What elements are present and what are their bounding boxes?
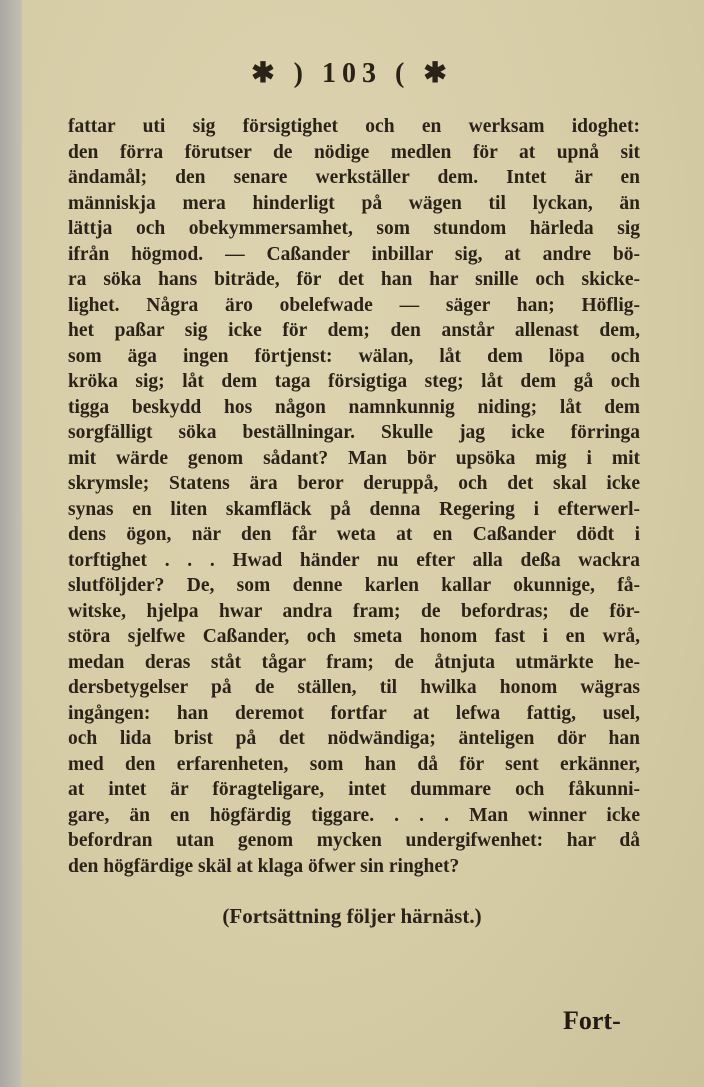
catchword: Fort- (563, 1006, 621, 1035)
text-line: som äga ingen förtjenst: wälan, låt dem löpa och (68, 345, 640, 367)
text-line: kröka sig; låt dem taga försigtiga steg; låt dem gå och (68, 371, 640, 392)
text-line: med den erfarenheten, som han då för sent erkänner, (68, 753, 640, 775)
text-line: befordran utan genom mycken undergifwenhet: har då (68, 830, 640, 851)
text-line: den förra förutser de nödige medlen för at upnå sit (68, 141, 640, 163)
page-header: ✱ ) 103 ( ✱ (251, 58, 453, 89)
text-line: synas en liten skamfläck på denna Regering i efterwerl- (68, 498, 640, 520)
text-line: människja mera hinderligt på wägen til lyckan, än (68, 192, 640, 214)
text-line: störa sjelfwe Caßander, och smeta honom fast i en wrå, (68, 626, 640, 647)
text-line: medan deras ståt tågar fram; de åtnjuta utmärkte he- (68, 651, 640, 673)
page-body-text (68, 114, 640, 879)
text-line: mit wärde genom sådant? Man bör upsöka mig i mit (68, 447, 640, 469)
text-line: fattar uti sig försigtighet och en werksam idoghet: (68, 116, 640, 137)
text-line: ändamål; den senare werkställer dem. Intet är en (68, 167, 640, 188)
text-line: het paßar sig icke för dem; den anstår allenast dem, (68, 320, 640, 341)
text-line: gare, än en högfärdig tiggare. . . . Man winner icke (68, 804, 640, 826)
text-line: at intet är föragteligare, intet dummare och fåkunni- (68, 779, 640, 800)
text-line: skrymsle; Statens ära beror deruppå, och det skal icke (68, 473, 640, 494)
text-line: witske, hjelpa hwar andra fram; de befordras; de för- (68, 600, 640, 622)
text-line: dersbetygelser på de ställen, til hwilka honom wägras (68, 677, 640, 698)
text-line: och lida brist på det nödwändiga; änteligen dör han (68, 728, 640, 749)
continuation-note: (Fortsättning följer härnäst.) (222, 904, 482, 928)
text-line: dens ögon, när den får weta at en Caßander dödt i (68, 524, 640, 545)
text-line: lighet. Några äro obelefwade — säger han; Höflig- (68, 294, 640, 316)
text-line: torftighet . . . Hwad händer nu efter alla deßa wackra (68, 549, 640, 571)
text-line: ifrån högmod. — Caßander inbillar sig, at andre bö- (68, 243, 640, 265)
text-line: ingången: han deremot fortfar at lefwa fattig, usel, (68, 702, 640, 724)
text-line: ra söka hans biträde, för det han har snille och skicke- (68, 269, 640, 290)
text-line: lättja och obekymmersamhet, som stundom härleda sig (68, 218, 640, 239)
text-line: slutföljder? De, som denne karlen kallar okunnige, få- (68, 575, 640, 596)
text-line: den högfärdige skäl at klaga öfwer sin ringhet? (68, 855, 460, 877)
text-line: sorgfälligt söka beställningar. Skulle jag icke förringa (68, 422, 640, 443)
text-line: tigga beskydd hos någon namnkunnig niding; låt dem (68, 396, 640, 418)
